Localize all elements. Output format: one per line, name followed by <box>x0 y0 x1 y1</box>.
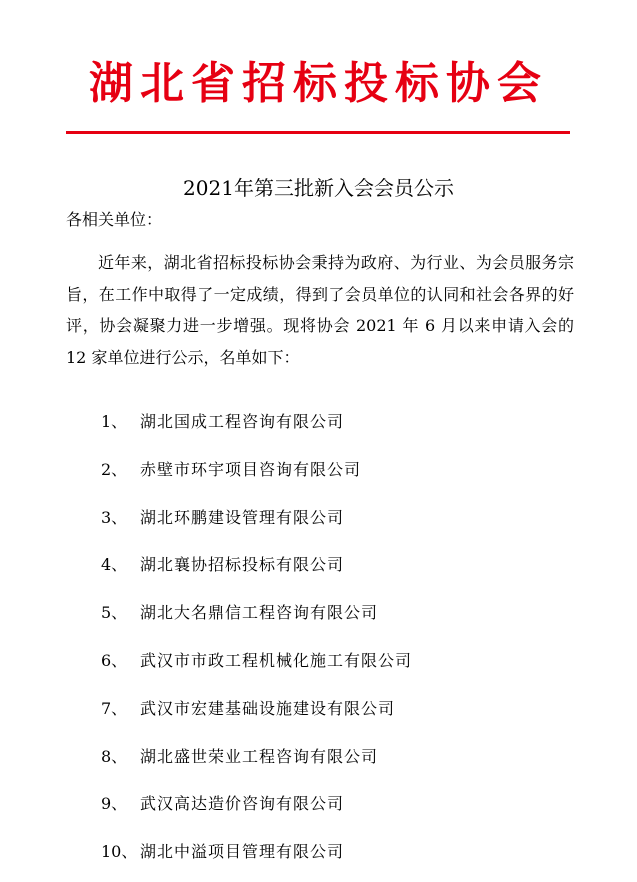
item-number: 9、 <box>101 794 128 814</box>
list-item <box>0 834 637 882</box>
body-paragraph: 近年来，湖北省招标投标协会秉持为政府、为行业、为会员服务宗旨，在工作中取得了一定成绩，得到了会员单位的认同和社会各界的好评，协会凝聚力进一步增强。现将协会 2021 年 6 月以来申请入会的 12 家单位进行公示，名单如下： <box>66 253 574 367</box>
member-list <box>0 404 637 882</box>
list-item <box>0 691 637 739</box>
item-company-name: 湖北中溢项目管理有限公司 <box>140 842 345 862</box>
item-number: 6、 <box>101 650 128 670</box>
item-company-name: 湖北大名鼎信工程咨询有限公司 <box>140 603 379 623</box>
item-company-name: 武汉市市政工程机械化施工有限公司 <box>140 650 413 670</box>
item-number: 7、 <box>101 698 128 718</box>
list-item <box>0 739 637 787</box>
salutation: 各相关单位： <box>66 210 163 229</box>
item-number: 5、 <box>101 603 128 623</box>
item-company-name: 武汉市宏建基础设施建设有限公司 <box>140 698 396 718</box>
item-number: 10、 <box>101 842 138 862</box>
item-number: 1、 <box>101 412 128 431</box>
item-company-name: 武汉高达造价咨询有限公司 <box>140 794 345 814</box>
masthead-title: 湖北省招标投标协会 <box>89 58 548 109</box>
item-company-name: 湖北国成工程咨询有限公司 <box>140 412 345 431</box>
item-company-name: 赤壁市环宇项目咨询有限公司 <box>140 459 362 479</box>
item-number: 4、 <box>101 555 128 575</box>
document-title: 2021年第三批新入会会员公示 <box>183 176 454 200</box>
item-number: 8、 <box>101 746 128 766</box>
masthead-divider <box>66 131 570 134</box>
list-item <box>0 786 637 834</box>
list-item <box>0 547 637 595</box>
list-item <box>0 404 637 452</box>
list-item <box>0 643 637 691</box>
item-number: 3、 <box>101 507 128 527</box>
list-item <box>0 595 637 643</box>
list-item <box>0 452 637 500</box>
list-item <box>0 500 637 548</box>
item-company-name: 湖北襄协招标投标有限公司 <box>140 555 345 575</box>
item-number: 2、 <box>101 459 128 479</box>
item-company-name: 湖北盛世荣业工程咨询有限公司 <box>140 746 379 766</box>
item-company-name: 湖北环鹏建设管理有限公司 <box>140 507 345 527</box>
